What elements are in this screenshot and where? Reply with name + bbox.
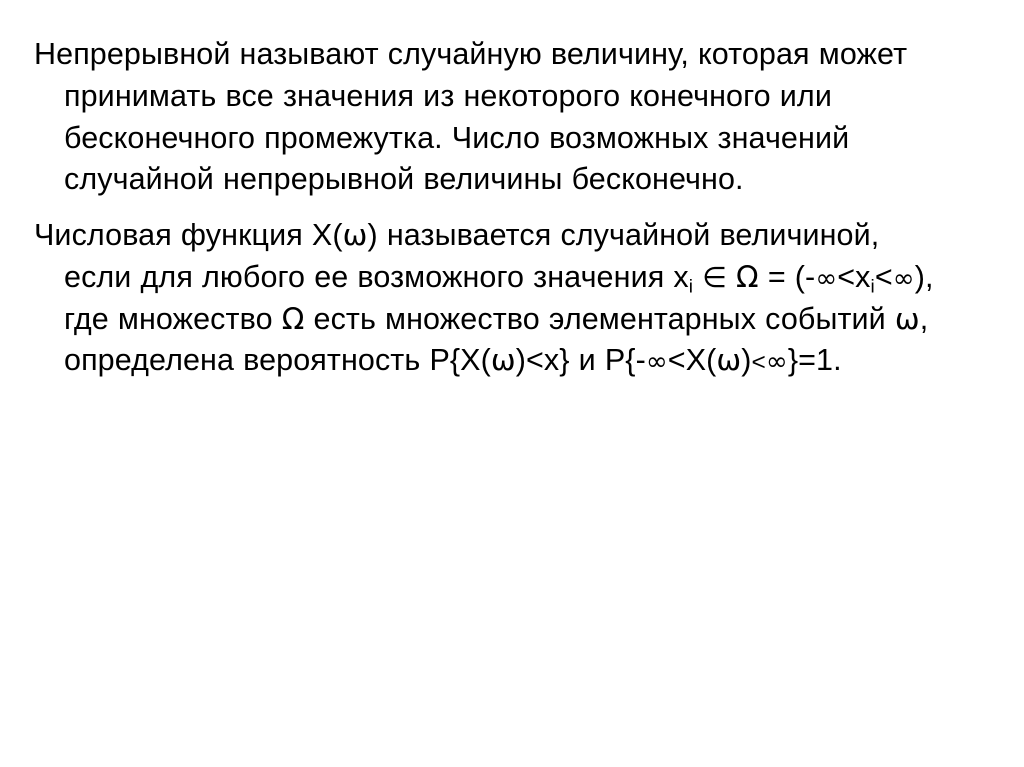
less-than-run-2: < [874,259,893,294]
infinity-symbol-4: ∞ [765,347,788,378]
subscript-i-2: i [870,276,875,298]
paragraph-numeric-function-definition [34,215,954,382]
omega-symbol-4: ω [894,301,920,336]
text-run-1: Числовая функция X( [34,218,343,253]
less-than-run-1: <x [837,259,871,294]
omega-symbol-5: ω [490,343,516,378]
text-run-6: )<x} и P{- [515,343,646,378]
text-run-5: , определена вероятность P{X( [64,301,929,378]
omega-symbol-1: ω [342,218,368,253]
text-run-4: есть множество элементарных событий [313,301,886,336]
infinity-symbol-3: ∞ [645,347,668,378]
text-run-3: ), где множество [64,259,934,336]
paragraph-continuous-random-variable: Непрерывной называют случайную величину, которая может принимать все значения из некоторого конечного или бесконечного промежутка. Число возможных значений случайной непрерывной величины бесконечно. [34,37,908,197]
equals-run: = (- [767,259,816,294]
omega-symbol-2: Ω [736,259,759,294]
omega-symbol-3: Ω [281,301,305,336]
infinity-symbol-2: ∞ [892,263,915,294]
slide-body [34,34,954,382]
omega-symbol-6: ω [716,343,742,378]
less-than-run-4: < [751,349,766,377]
text-run-2: ) называется случайной величиной, если для любого ее возможного значения x [64,218,880,294]
element-of-icon: ∈ [702,260,727,294]
infinity-symbol-1: ∞ [815,263,838,294]
text-run-8: }=1. [787,343,842,378]
subscript-i-1: i [688,276,694,298]
less-than-run-3: <X( [667,343,717,378]
text-run-7: ) [741,343,752,378]
